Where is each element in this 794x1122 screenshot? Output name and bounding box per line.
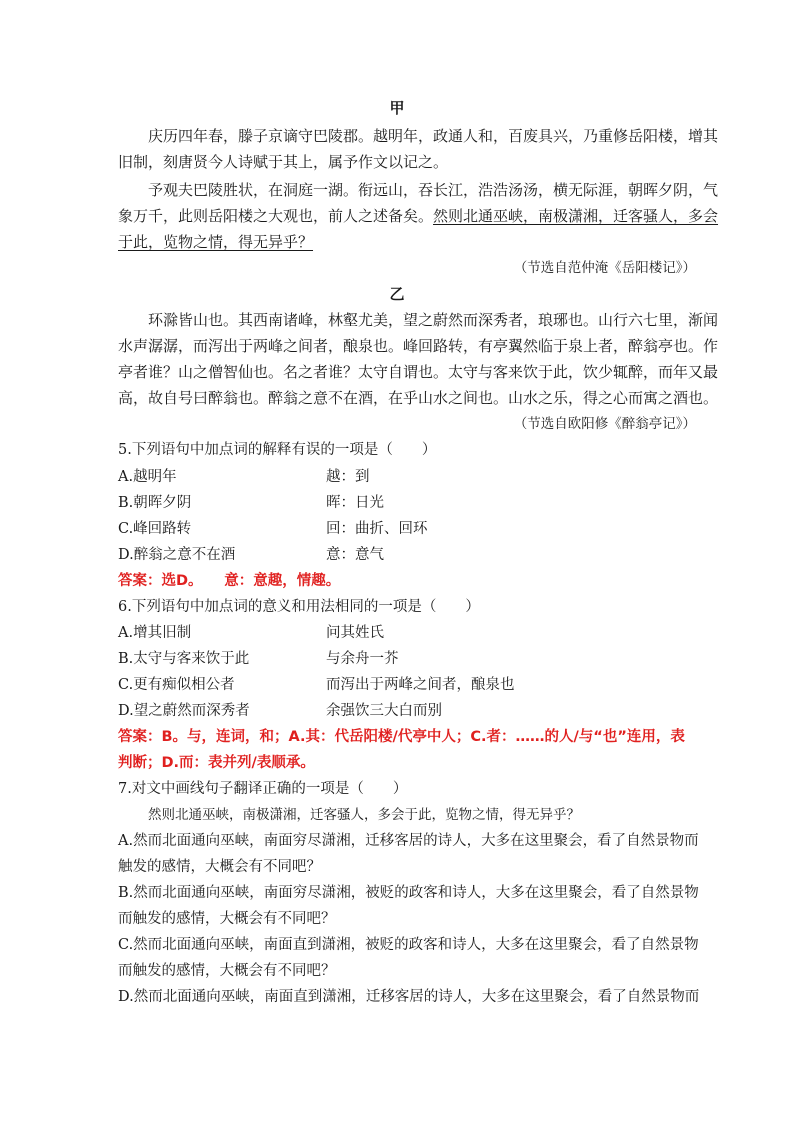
q5-option-b-gloss: 晖：日光 — [326, 495, 384, 511]
q6-option-d: D.望之蔚然而深秀者 — [118, 703, 250, 719]
passage-b-source: （节选自欧阳修《醉翁亭记》） — [513, 416, 696, 432]
q7-option-a-line2: 触发的感情，大概会有不同吧？ — [118, 859, 321, 875]
q6-option-a: A.增其旧制 — [118, 625, 192, 641]
q5-option-c-gloss: 回：曲折、回环 — [326, 521, 428, 537]
passage-b-line1: 环滁皆山也。其西南诸峰，林壑尤美，望之蔚然而深秀者，琅琊也。山行六七里，渐闻 — [148, 311, 719, 329]
q6-option-a-pair: 问其姓氏 — [326, 625, 384, 641]
q6-option-c: C.更有痴似相公者 — [118, 677, 235, 693]
passage-b-title: 乙 — [389, 285, 405, 303]
underlined-sentence-part2: 于此，览物之情，得无异乎？ — [118, 233, 314, 251]
q6-option-b-pair: 与余舟一芥 — [326, 651, 399, 667]
q7-option-d-line1: D.然而北面通向巫峡，南面直到潇湘，迁移客居的诗人，大多在这里聚会，看了自然景物而 — [118, 989, 700, 1005]
q7-option-c-line1: C.然而北面通向巫峡，南面直到潇湘，被贬的政客和诗人，大多在这里聚会，看了自然景物 — [118, 937, 699, 953]
q7-option-a-line1: A.然而北面通向巫峡，南面穷尽潇湘，迁移客居的诗人，大多在这里聚会，看了自然景物而 — [118, 833, 699, 849]
passage-a-p2-line2 — [118, 206, 719, 226]
q5-answer: 答案：选D。 意：意趣，情趣。 — [118, 573, 341, 589]
q5-option-c: C.峰回路转 — [118, 521, 192, 537]
q6-option-b: B.太守与客来饮于此 — [118, 651, 250, 667]
passage-b-line4: 高，故自号曰醉翁也。醉翁之意不在酒，在乎山水之间也。山水之乐，得之心而寓之酒也。 — [118, 389, 719, 407]
q5-question: 5.下列语句中加点词的解释有误的一项是（ ） — [118, 442, 437, 458]
q5-option-d-gloss: 意：意气 — [326, 547, 384, 563]
q5-option-a: A.越明年 — [118, 469, 177, 485]
q7-option-b-line1: B.然而北面通向巫峡，南面穷尽潇湘，被贬的政客和诗人，大多在这里聚会，看了自然景物 — [118, 885, 699, 901]
passage-b-line3: 亭者谁？山之僧智仙也。名之者谁？太守自谓也。太守与客来饮于此，饮少辄醉，而年又最 — [118, 363, 719, 381]
passage-b-line2: 水声潺潺，而泻出于两峰之间者，酿泉也。峰回路转，有亭翼然临于泉上者，醉翁亭也。作 — [118, 337, 719, 355]
passage-a-p2-line1: 予观夫巴陵胜状，在洞庭一湖。衔远山，吞长江，浩浩汤汤，横无际涯，朝晖夕阴，气 — [148, 181, 719, 199]
passage-a-source: （节选自范仲淹《岳阳楼记》） — [513, 260, 696, 276]
q5-option-b: B.朝晖夕阴 — [118, 495, 192, 511]
q6-answer-line1: 答案：B。与，连词，和；A.其：代岳阳楼/代亭中人；C.者：……的人/与“也”连用，表 — [118, 729, 685, 745]
q5-option-d: D.醉翁之意不在酒 — [118, 547, 236, 563]
q5-option-a-gloss: 越：到 — [326, 469, 370, 485]
q6-option-c-pair: 而泻出于两峰之间者，酿泉也 — [326, 677, 515, 693]
passage-a-p2-text: 象万千，此则岳阳楼之大观也，前人之述备矣。 — [118, 207, 434, 225]
passage-a-p1-line2: 旧制，刻唐贤今人诗赋于其上，属予作文以记之。 — [118, 153, 449, 171]
q6-answer-line2: 判断；D.而：表并列/表顺承。 — [118, 755, 315, 771]
q7-option-c-line2: 而触发的感情，大概会有不同吧？ — [118, 963, 336, 979]
passage-a-title: 甲 — [389, 99, 405, 117]
q6-option-d-pair: 余强饮三大白而别 — [326, 703, 442, 719]
passage-a-p1-line1: 庆历四年春，滕子京谪守巴陵郡。越明年，政通人和，百废具兴，乃重修岳阳楼，增其 — [148, 127, 719, 145]
passage-a-p2-line3 — [118, 232, 678, 252]
q6-question: 6.下列语句中加点词的意义和用法相同的一项是（ ） — [118, 599, 480, 615]
q7-option-b-line2: 而触发的感情，大概会有不同吧？ — [118, 911, 336, 927]
q7-quote: 然则北通巫峡，南极潇湘，迁客骚人，多会于此，览物之情，得无异乎？ — [148, 807, 580, 823]
underlined-sentence-part1: 然则北通巫峡，南极潇湘，迁客骚人，多会 — [433, 207, 719, 225]
q7-question: 7.对文中画线句子翻译正确的一项是（ ） — [118, 781, 408, 797]
